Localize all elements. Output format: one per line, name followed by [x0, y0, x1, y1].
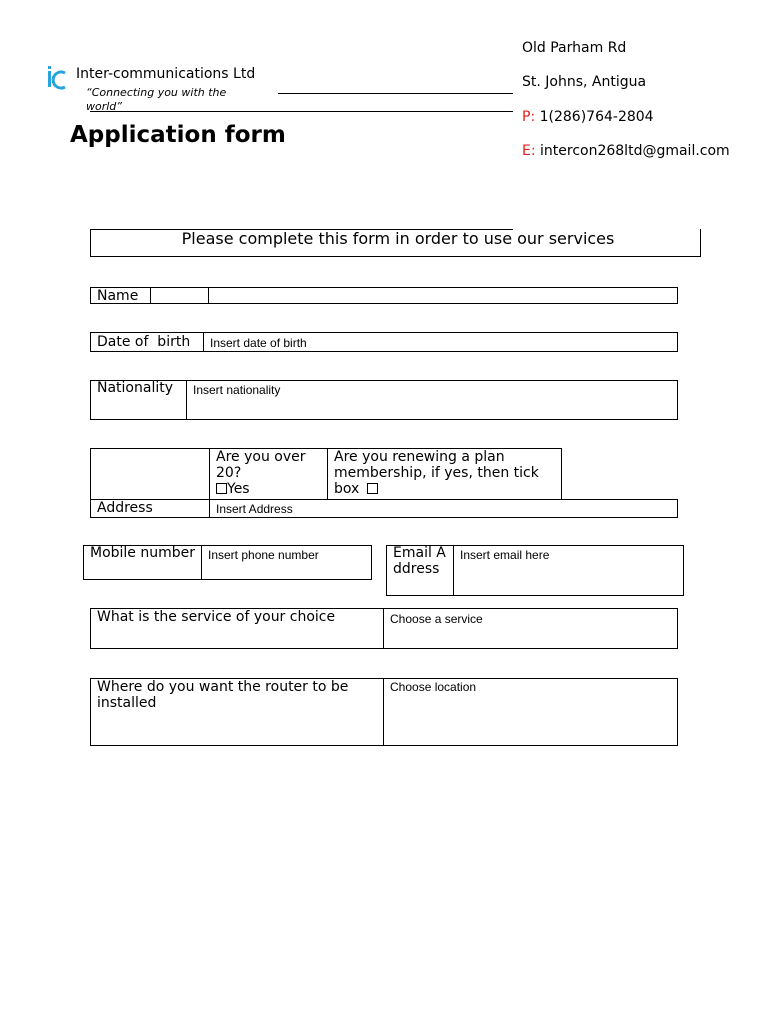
renewing-question-text: Are you renewing a plan membership, if yes, then tick box — [334, 449, 539, 497]
over20-question-text: Are you over 20? — [216, 449, 306, 481]
router-select[interactable]: Choose location — [390, 680, 477, 694]
contact-address-line1: Old Parham Rd — [522, 40, 627, 56]
over20-yes-checkbox[interactable] — [216, 483, 227, 494]
service-label: What is the service of your choice — [97, 609, 336, 625]
name-input[interactable] — [209, 288, 676, 303]
mobile-input[interactable]: Insert phone number — [208, 548, 319, 562]
instruction-banner-right — [700, 229, 701, 257]
email-field-label: Email Address — [393, 545, 446, 577]
email-label: E: — [522, 143, 536, 159]
name-divider-1 — [150, 287, 151, 304]
ic-logo-icon — [46, 64, 68, 92]
company-logo — [46, 64, 68, 92]
company-tagline — [86, 86, 246, 113]
dob-input[interactable]: Insert date of birth — [210, 336, 307, 350]
contact-phone — [522, 109, 654, 125]
nationality-input[interactable]: Insert nationality — [193, 383, 281, 397]
dob-label: Date of birth — [97, 334, 191, 350]
email-input[interactable]: Insert email here — [460, 548, 550, 562]
company-name: Inter-communications Ltd — [76, 66, 256, 82]
email-value: intercon268ltd@gmail.com — [540, 143, 730, 159]
header-divider-bottom — [90, 111, 513, 112]
dob-divider — [203, 332, 204, 352]
service-divider — [383, 608, 384, 649]
options-divider-2 — [327, 448, 328, 499]
mobile-label: Mobile number — [90, 545, 196, 561]
name-label: Name — [97, 288, 139, 304]
router-label: Where do you want the router to be installed — [97, 679, 349, 711]
address-divider — [209, 499, 210, 518]
company-tagline-text: “Connecting you with the world” — [86, 86, 227, 113]
over20-question — [216, 449, 324, 497]
email-divider — [453, 545, 454, 596]
options-divider-1 — [209, 448, 210, 499]
service-select[interactable]: Choose a service — [390, 612, 483, 626]
nationality-divider — [186, 380, 187, 420]
over20-yes-label: Yes — [227, 481, 250, 497]
instruction-text: Please complete this form in order to use our services — [181, 229, 615, 248]
mobile-divider — [201, 545, 202, 580]
contact-address-line2: St. Johns, Antigua — [522, 74, 647, 90]
address-label: Address — [97, 500, 153, 516]
address-input[interactable]: Insert Address — [216, 502, 293, 516]
phone-label: P: — [522, 109, 536, 125]
renewing-question — [334, 449, 556, 497]
nationality-label: Nationality — [97, 380, 174, 396]
phone-value: 1(286)764-2804 — [539, 109, 654, 125]
renewing-checkbox[interactable] — [367, 483, 378, 494]
header-divider-top — [278, 93, 513, 94]
contact-email — [522, 143, 730, 159]
router-divider — [383, 678, 384, 746]
page-title: Application form — [70, 122, 286, 148]
